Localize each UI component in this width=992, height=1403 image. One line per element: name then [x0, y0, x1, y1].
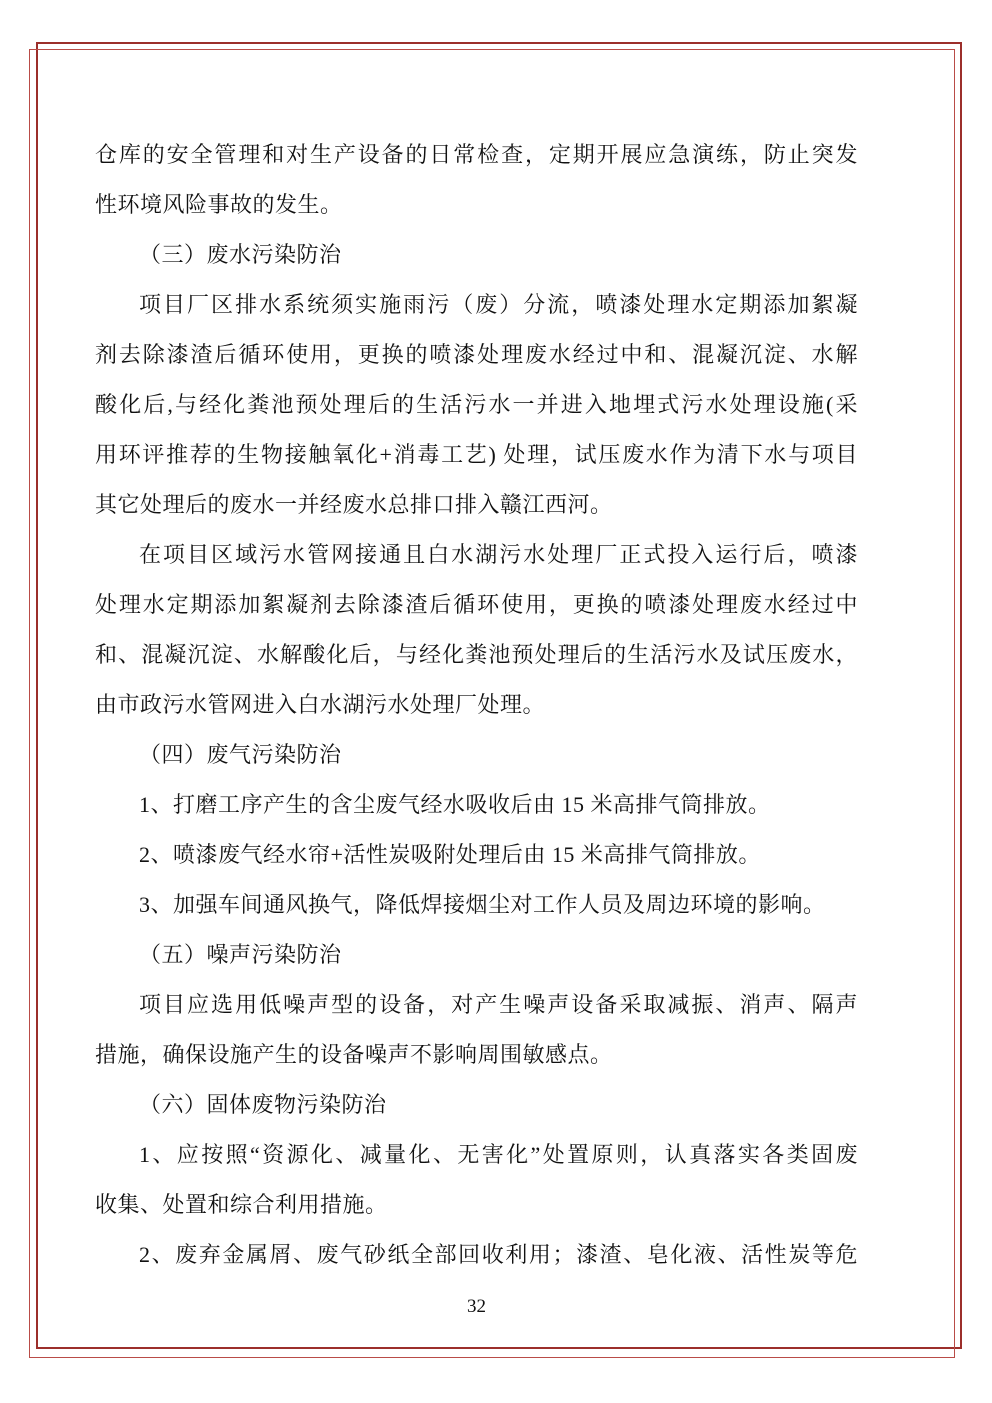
text-line: （三）废水污染防治 [139, 242, 342, 267]
text-line: （五）噪声污染防治 [139, 942, 342, 967]
document-text [95, 130, 858, 1280]
text-line: 1、打磨工序产生的含尘废气经水吸收后由 15 米高排气筒排放。 [139, 792, 771, 817]
text-line: 2、喷漆废气经水帘+活性炭吸附处理后由 15 米高排气筒排放。 [139, 842, 761, 867]
text-line: 酸化后,与经化粪池预处理后的生活污水一并进入地埋式污水处理设施(采 [95, 392, 858, 417]
text-line: 1、应按照“资源化、减量化、无害化”处置原则，认真落实各类固废 [139, 1142, 858, 1167]
text-line: 剂去除漆渣后循环使用，更换的喷漆处理废水经过中和、混凝沉淀、水解 [95, 342, 858, 367]
text-line: （六）固体废物污染防治 [139, 1092, 387, 1117]
text-line: 2、废弃金属屑、废气砂纸全部回收利用；漆渣、皂化液、活性炭等危 [139, 1242, 858, 1267]
text-line: 收集、处置和综合利用措施。 [95, 1192, 388, 1217]
text-line: 措施，确保设施产生的设备噪声不影响周围敏感点。 [95, 1042, 613, 1067]
text-line: 3、加强车间通风换气，降低焊接烟尘对工作人员及周边环境的影响。 [139, 892, 826, 917]
text-line: 由市政污水管网进入白水湖污水处理厂处理。 [95, 692, 546, 717]
text-line: 其它处理后的废水一并经废水总排口排入赣江西河。 [95, 492, 613, 517]
text-line: 性环境风险事故的发生。 [95, 192, 343, 217]
text-line: 处理水定期添加絮凝剂去除漆渣后循环使用，更换的喷漆处理废水经过中 [95, 592, 858, 617]
text-line: 和、混凝沉淀、水解酸化后，与经化粪池预处理后的生活污水及试压废水， [95, 642, 858, 667]
page-number: 32 [467, 1296, 486, 1317]
text-line: 仓库的安全管理和对生产设备的日常检查，定期开展应急演练，防止突发 [95, 142, 858, 167]
text-line: 用环评推荐的生物接触氧化+消毒工艺) 处理，试压废水作为清下水与项目 [95, 442, 858, 467]
text-line: 项目应选用低噪声型的设备，对产生噪声设备采取减振、消声、隔声 [139, 992, 858, 1017]
text-line: （四）废气污染防治 [139, 742, 342, 767]
text-line: 在项目区域污水管网接通且白水湖污水处理厂正式投入运行后，喷漆 [139, 542, 858, 567]
text-line: 项目厂区排水系统须实施雨污（废）分流，喷漆处理水定期添加絮凝 [139, 292, 858, 317]
